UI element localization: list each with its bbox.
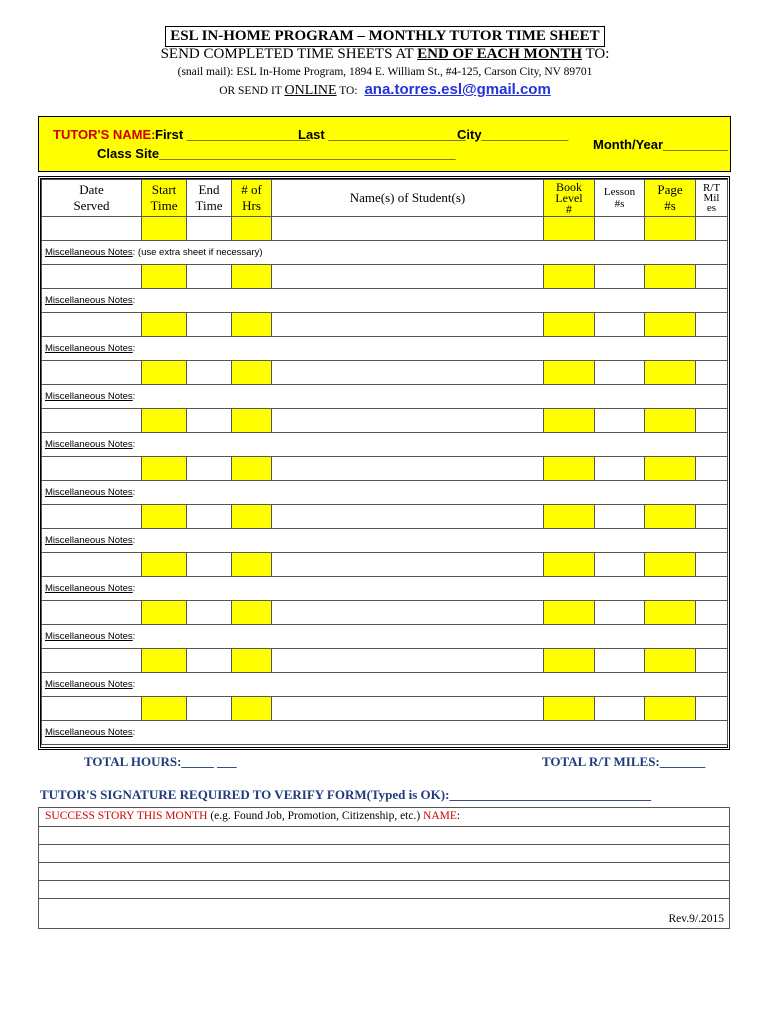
entry-cell-hours[interactable] xyxy=(232,313,272,337)
entry-cell-lesson[interactable] xyxy=(595,265,645,289)
entry-cell-date[interactable] xyxy=(42,553,142,577)
tutor-name-label: TUTOR'S NAME: xyxy=(53,127,156,142)
entry-cell-end-time[interactable] xyxy=(187,361,232,385)
entry-cell-rt-miles[interactable] xyxy=(696,601,728,625)
send-emphasis: END OF EACH MONTH xyxy=(417,46,583,62)
entry-row xyxy=(42,265,728,289)
entry-cell-start-time[interactable] xyxy=(142,553,187,577)
entry-cell-end-time[interactable] xyxy=(187,553,232,577)
entry-cell-rt-miles[interactable] xyxy=(696,265,728,289)
entry-cell-hours[interactable] xyxy=(232,361,272,385)
entry-cell-rt-miles[interactable] xyxy=(696,217,728,241)
notes-label: Miscellaneous Notes xyxy=(45,535,133,546)
header-book-level: Book Level # xyxy=(544,180,595,217)
success-line[interactable] xyxy=(39,862,729,863)
entry-cell-lesson[interactable] xyxy=(595,697,645,721)
total-miles-field[interactable]: TOTAL R/T MILES:_______ xyxy=(542,754,706,769)
entry-row xyxy=(42,697,728,721)
success-story-box xyxy=(38,807,730,929)
notes-label: Miscellaneous Notes xyxy=(45,679,133,690)
entry-cell-end-time[interactable] xyxy=(187,217,232,241)
header-end-time: End Time xyxy=(187,180,232,217)
entry-row xyxy=(42,601,728,625)
notes-row xyxy=(42,721,728,745)
tutor-info-box xyxy=(38,116,731,172)
notes-row xyxy=(42,385,728,409)
notes-label: Miscellaneous Notes xyxy=(45,583,133,594)
entry-cell-date[interactable] xyxy=(42,601,142,625)
entry-cell-book-level[interactable] xyxy=(544,697,595,721)
entry-cell-page[interactable] xyxy=(645,505,696,529)
total-hours-field[interactable]: TOTAL HOURS:_____ ___ xyxy=(84,754,237,769)
entry-cell-end-time[interactable] xyxy=(187,457,232,481)
notes-hint: : (use extra sheet if necessary) xyxy=(132,246,263,258)
entry-cell-book-level[interactable] xyxy=(544,313,595,337)
entry-cell-page[interactable] xyxy=(645,313,696,337)
entry-cell-start-time[interactable] xyxy=(142,265,187,289)
header-start-time: Start Time xyxy=(142,180,187,217)
notes-row xyxy=(42,577,728,601)
entry-cell-hours[interactable] xyxy=(232,217,272,241)
entry-cell-date[interactable] xyxy=(42,697,142,721)
notes-label: Miscellaneous Notes xyxy=(45,343,133,354)
entry-cell-start-time[interactable] xyxy=(142,217,187,241)
entry-cell-start-time[interactable] xyxy=(142,505,187,529)
notes-label: Miscellaneous Notes xyxy=(45,246,133,258)
entry-cell-lesson[interactable] xyxy=(595,313,645,337)
entry-cell-hours[interactable] xyxy=(232,409,272,433)
entry-cell-date[interactable] xyxy=(42,265,142,289)
entry-cell-lesson[interactable] xyxy=(595,217,645,241)
entry-cell-rt-miles[interactable] xyxy=(696,505,728,529)
entry-cell-end-time[interactable] xyxy=(187,409,232,433)
notes-cell[interactable]: Miscellaneous Notes: xyxy=(42,721,728,745)
entry-row xyxy=(42,217,728,241)
entry-cell-lesson[interactable] xyxy=(595,409,645,433)
page-title xyxy=(0,26,770,47)
entry-cell-page[interactable] xyxy=(645,457,696,481)
header-student-names: Name(s) of Student(s) xyxy=(272,180,544,217)
notes-cell[interactable] xyxy=(42,241,728,265)
entry-cell-start-time[interactable] xyxy=(142,361,187,385)
entry-cell-date[interactable] xyxy=(42,313,142,337)
revision-label: Rev.9/.2015 xyxy=(668,913,724,925)
entry-cell-page[interactable] xyxy=(645,649,696,673)
time-sheet-table xyxy=(38,176,730,750)
entry-cell-hours[interactable] xyxy=(232,265,272,289)
notes-label: Miscellaneous Notes xyxy=(45,727,133,738)
tutor-signature-field[interactable]: TUTOR'S SIGNATURE REQUIRED TO VERIFY FORM(Typed is OK):_______________________________ xyxy=(40,787,651,802)
notes-cell[interactable]: Miscellaneous Notes: xyxy=(42,289,728,313)
entry-cell-book-level[interactable] xyxy=(544,409,595,433)
email-link[interactable]: ana.torres.esl@gmail.com xyxy=(364,81,551,98)
entry-cell-page[interactable] xyxy=(645,265,696,289)
or-send-text: OR SEND IT xyxy=(219,85,285,97)
entry-row xyxy=(42,457,728,481)
entry-cell-rt-miles[interactable] xyxy=(696,361,728,385)
success-line[interactable] xyxy=(39,826,729,827)
entry-cell-rt-miles[interactable] xyxy=(696,649,728,673)
entry-cell-rt-miles[interactable] xyxy=(696,697,728,721)
entry-cell-book-level[interactable] xyxy=(544,553,595,577)
entry-row xyxy=(42,553,728,577)
entry-cell-page[interactable] xyxy=(645,601,696,625)
entry-cell-page[interactable] xyxy=(645,697,696,721)
notes-label: Miscellaneous Notes xyxy=(45,631,133,642)
first-name-field[interactable]: First _________________ xyxy=(155,127,310,142)
entry-cell-lesson[interactable] xyxy=(595,361,645,385)
entry-cell-book-level[interactable] xyxy=(544,601,595,625)
notes-label: Miscellaneous Notes xyxy=(45,487,133,498)
entry-row xyxy=(42,649,728,673)
entry-cell-date[interactable] xyxy=(42,505,142,529)
entry-cell-book-level[interactable] xyxy=(544,649,595,673)
notes-cell[interactable]: Miscellaneous Notes: xyxy=(42,529,728,553)
entry-cell-date[interactable] xyxy=(42,217,142,241)
entry-cell-date[interactable] xyxy=(42,409,142,433)
entry-cell-student-names[interactable] xyxy=(272,217,544,241)
header-rt-miles: R/T Mil es xyxy=(696,180,728,217)
success-name-label: NAME xyxy=(423,810,457,822)
snail-mail-address: (snail mail): ESL In-Home Program, 1894 E. William St., #4-125, Carson City, NV 89701 xyxy=(177,66,593,78)
header-lesson: Lesson #s xyxy=(595,180,645,217)
entry-row xyxy=(42,313,728,337)
entry-cell-book-level[interactable] xyxy=(544,457,595,481)
table-header-row xyxy=(42,180,728,217)
entry-cell-date[interactable] xyxy=(42,649,142,673)
entry-cell-book-level[interactable] xyxy=(544,361,595,385)
entry-cell-page[interactable] xyxy=(645,361,696,385)
notes-label: Miscellaneous Notes xyxy=(45,439,133,450)
entry-cell-page[interactable] xyxy=(645,217,696,241)
header-date: Date Served xyxy=(42,180,142,217)
entry-cell-book-level[interactable] xyxy=(544,217,595,241)
entry-cell-date[interactable] xyxy=(42,361,142,385)
to-text: TO: xyxy=(336,85,361,97)
entry-cell-start-time[interactable] xyxy=(142,313,187,337)
entry-cell-rt-miles[interactable] xyxy=(696,313,728,337)
entry-cell-student-names[interactable] xyxy=(272,361,544,385)
entry-cell-end-time[interactable] xyxy=(187,601,232,625)
notes-cell[interactable]: Miscellaneous Notes: xyxy=(42,337,728,361)
send-suffix: TO: xyxy=(582,46,610,62)
entry-cell-start-time[interactable] xyxy=(142,697,187,721)
entry-cell-end-time[interactable] xyxy=(187,649,232,673)
notes-cell[interactable]: Miscellaneous Notes: xyxy=(42,481,728,505)
online-instructions xyxy=(0,81,770,99)
entry-cell-end-time[interactable] xyxy=(187,313,232,337)
entry-cell-student-names[interactable] xyxy=(272,265,544,289)
entry-cell-student-names[interactable] xyxy=(272,505,544,529)
notes-row xyxy=(42,241,728,265)
notes-cell[interactable]: Miscellaneous Notes: xyxy=(42,385,728,409)
entry-cell-hours[interactable] xyxy=(232,601,272,625)
entry-cell-hours[interactable] xyxy=(232,505,272,529)
notes-row xyxy=(42,625,728,649)
notes-row xyxy=(42,289,728,313)
entry-cell-end-time[interactable] xyxy=(187,265,232,289)
entry-row xyxy=(42,505,728,529)
notes-cell[interactable]: Miscellaneous Notes: xyxy=(42,433,728,457)
entry-cell-start-time[interactable] xyxy=(142,409,187,433)
success-line[interactable] xyxy=(39,898,729,899)
entry-row xyxy=(42,409,728,433)
entry-cell-rt-miles[interactable] xyxy=(696,457,728,481)
entry-cell-student-names[interactable] xyxy=(272,553,544,577)
notes-row xyxy=(42,433,728,457)
entry-cell-date[interactable] xyxy=(42,457,142,481)
header-hours: # of Hrs xyxy=(232,180,272,217)
success-story-heading: SUCCESS STORY THIS MONTH (e.g. Found Job, Promotion, Citizenship, etc.) NAME: xyxy=(45,810,461,822)
notes-cell[interactable]: Miscellaneous Notes: xyxy=(42,673,728,697)
entry-cell-book-level[interactable] xyxy=(544,265,595,289)
title-text: ESL IN-HOME PROGRAM – MONTHLY TUTOR TIME SHEET xyxy=(165,26,604,47)
entry-cell-rt-miles[interactable] xyxy=(696,409,728,433)
entry-cell-rt-miles[interactable] xyxy=(696,553,728,577)
notes-row xyxy=(42,529,728,553)
entry-cell-book-level[interactable] xyxy=(544,505,595,529)
notes-label: Miscellaneous Notes xyxy=(45,295,133,306)
send-prefix: SEND COMPLETED TIME SHEETS AT xyxy=(160,46,418,62)
entry-cell-lesson[interactable] xyxy=(595,601,645,625)
city-field[interactable]: City____________ xyxy=(457,127,569,142)
notes-row xyxy=(42,673,728,697)
entry-cell-lesson[interactable] xyxy=(595,649,645,673)
entry-cell-student-names[interactable] xyxy=(272,457,544,481)
success-label: SUCCESS STORY THIS MONTH xyxy=(45,810,208,822)
entry-cell-start-time[interactable] xyxy=(142,601,187,625)
entry-cell-student-names[interactable] xyxy=(272,601,544,625)
entry-cell-student-names[interactable] xyxy=(272,697,544,721)
entry-cell-hours[interactable] xyxy=(232,457,272,481)
notes-row xyxy=(42,481,728,505)
success-line[interactable] xyxy=(39,844,729,845)
entry-cell-hours[interactable] xyxy=(232,553,272,577)
notes-cell[interactable]: Miscellaneous Notes: xyxy=(42,577,728,601)
success-example: (e.g. Found Job, Promotion, Citizenship, etc.) xyxy=(207,810,424,822)
entry-cell-lesson[interactable] xyxy=(595,457,645,481)
entry-cell-page[interactable] xyxy=(645,409,696,433)
entry-cell-page[interactable] xyxy=(645,553,696,577)
notes-cell[interactable]: Miscellaneous Notes: xyxy=(42,625,728,649)
online-text: ONLINE xyxy=(284,83,337,98)
entry-cell-hours[interactable] xyxy=(232,697,272,721)
entry-cell-hours[interactable] xyxy=(232,649,272,673)
entry-cell-start-time[interactable] xyxy=(142,457,187,481)
entry-cell-lesson[interactable] xyxy=(595,505,645,529)
entry-cell-end-time[interactable] xyxy=(187,697,232,721)
entry-row xyxy=(42,361,728,385)
entry-cell-lesson[interactable] xyxy=(595,553,645,577)
header-page: Page #s xyxy=(645,180,696,217)
entry-cell-end-time[interactable] xyxy=(187,505,232,529)
entry-cell-student-names[interactable] xyxy=(272,649,544,673)
entry-cell-student-names[interactable] xyxy=(272,409,544,433)
entry-cell-start-time[interactable] xyxy=(142,649,187,673)
last-name-field[interactable]: Last ___________________ xyxy=(298,127,466,142)
entry-cell-student-names[interactable] xyxy=(272,313,544,337)
send-instructions xyxy=(0,46,770,63)
success-line[interactable] xyxy=(39,880,729,881)
notes-row xyxy=(42,337,728,361)
notes-label: Miscellaneous Notes xyxy=(45,391,133,402)
class-site-field[interactable]: Class Site_________________________________________ xyxy=(97,146,456,161)
month-year-field[interactable]: Month/Year_________ xyxy=(593,137,729,152)
